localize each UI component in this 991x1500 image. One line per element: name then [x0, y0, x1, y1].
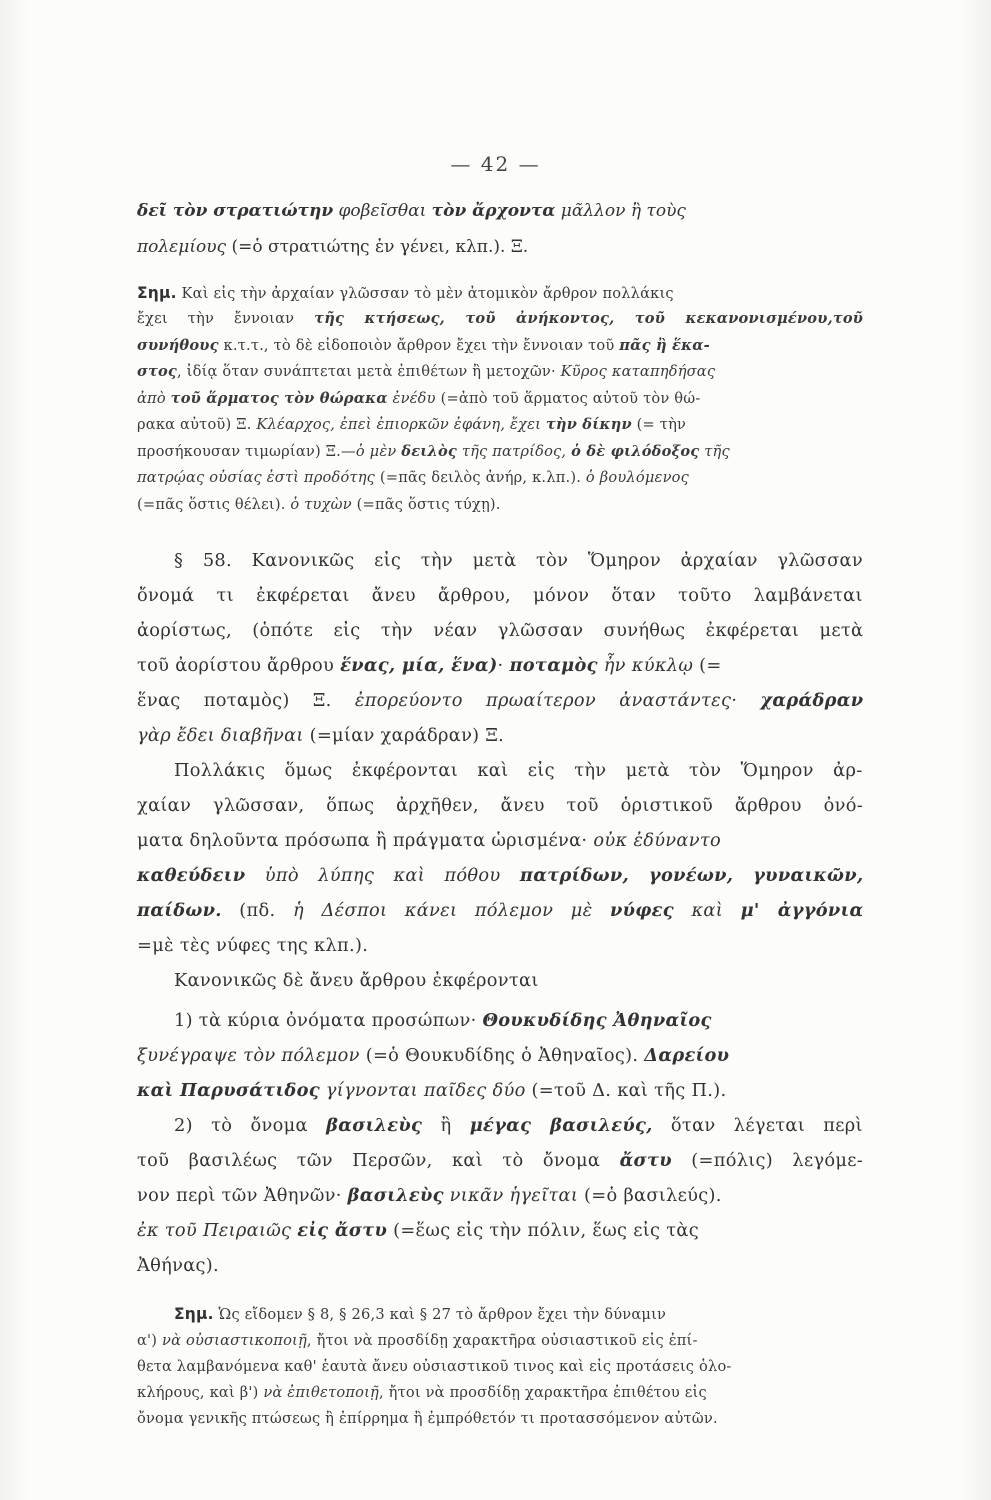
text-run: Θουκυδίδης Ἀθηναῖος	[482, 1010, 712, 1031]
text-run: τὸν ἄρχοντα	[431, 201, 556, 221]
text-run: α')	[137, 1332, 162, 1349]
text-run: θετα λαμβανόμενα καθ' ἑαυτὰ ἄνευ οὐσιαστικοῦ τινος καὶ εἰς προτάσεις ὁλο-	[137, 1358, 732, 1375]
text-run: (=τοῦ Δ. καὶ τῆς Π.).	[525, 1080, 727, 1101]
text-run: § 58. Κανονικῶς εἰς τὴν μετὰ τὸν Ὅμηρον ἀρχαίαν γλῶσσαν	[174, 550, 863, 571]
text-run: (=ἀπὸ τοῦ ἅρματος αὐτοῦ τὸν θώ-	[435, 390, 701, 407]
text-run: ὄνομα γενικῆς πτώσεως ἢ ἐπίρρημα ἢ ἐμπρόθετόν τι προτασσόμενον αὐτῶν.	[137, 1410, 718, 1427]
text-run: πᾶς ἢ ἕκα-	[619, 337, 710, 354]
text-run: (=ὁ Θουκυδίδης ὁ Ἀθηναῖος).	[359, 1045, 645, 1066]
text-run: ἢ	[422, 1115, 470, 1136]
text-run: ὄνομά τι ἐκφέρεται ἄνευ ἄρθρου, μόνον ὅταν τοῦτο λαμβάνεται	[137, 585, 863, 606]
text-run: ἕνας, μία, ἕνα)	[340, 655, 498, 676]
text-run: Κλέαρχος, ἐπεὶ ἐπιορκῶν ἐφάνη, ἔχει	[256, 416, 546, 433]
text-run: γὰρ ἔδει διαβῆναι	[137, 725, 304, 746]
text-run: Δαρείου	[644, 1045, 730, 1066]
text-run: ἡ Δέσποι κάνει πόλεμον μὲ	[293, 900, 610, 921]
text-run: βασιλεὺς	[326, 1115, 423, 1136]
text-run: ἀορίστως, (ὁπότε εἰς τὴν νέαν γλῶσσαν συνήθως ἐκφέρεται μετὰ	[137, 620, 864, 641]
text-run: νον περὶ τῶν Ἀθηνῶν·	[137, 1185, 348, 1206]
text-run: (= τὴν	[631, 416, 687, 433]
text-run: Καὶ εἰς τὴν ἀρχαίαν γλῶσσαν τὸ μὲν ἀτομικὸν ἄρθρον πολλάκις	[176, 285, 674, 302]
text-run: (=ὁ βασιλεύς).	[578, 1185, 722, 1206]
text-run: μ' ἀγγόνια	[740, 900, 864, 921]
text-run: ἀπὸ	[137, 390, 171, 407]
text-run: προσήκουσαν τιμωρίαν) Ξ.—	[137, 443, 356, 460]
text-run: 2) τὸ ὄνομα	[174, 1115, 327, 1136]
text-run: μέγας βασιλεύς,	[469, 1115, 653, 1136]
text-run: (=πᾶς δειλὸς ἀνήρ, κ.λπ.).	[375, 469, 586, 486]
text-run: Πολλάκις ὅμως ἐκφέρονται καὶ εἰς τὴν μετὰ τὸν Ὅμηρον ἀρ-	[174, 760, 863, 781]
text-run: ἄστυ	[619, 1150, 672, 1171]
text-run: πατρῴας οὐσίας ἐστὶ προδότης	[137, 469, 376, 486]
text-run: βασιλεὺς	[347, 1185, 444, 1206]
text-run: ματα δηλοῦντα πρόσωπα ἢ πράγματα ὡρισμένα·	[137, 830, 594, 851]
text-run: (=πᾶς ὅστις τύχῃ).	[351, 496, 501, 513]
text-run: 1) τὰ κύρια ὀνόματα προσώπων·	[174, 1010, 483, 1031]
text-run: (=ὁ στρατιώτης ἐν γένει, κλπ.). Ξ.	[226, 237, 529, 257]
text-run: μᾶλλον ἢ τοὺς	[555, 201, 686, 221]
text-run: Κανονικῶς δὲ ἄνευ ἄρθρου ἐκφέρονται	[174, 970, 539, 991]
text-run: ἐνέδυ	[387, 390, 436, 407]
text-run: (=ἕως εἰς τὴν πόλιν, ἕως εἰς τὰς	[387, 1220, 699, 1241]
text-run: ὁ βουλόμενος	[585, 469, 690, 486]
page-number: — 42 —	[450, 152, 541, 176]
text-run: τοῦ βασιλέως τῶν Περσῶν, καὶ τὸ ὄνομα	[137, 1150, 620, 1171]
text-run: τοῦ ἀορίστου ἄρθρου	[137, 655, 341, 676]
text-run: δεῖ τὸν στρατιώτην	[137, 201, 334, 221]
text-run: Σημ.	[174, 1305, 214, 1323]
text-run: , ἰδίᾳ ὅταν συνάπτεται μετὰ ἐπιθέτων ἢ μετοχῶν·	[177, 363, 561, 380]
text-run: νὰ οὐσιαστικοποιῇ	[162, 1332, 307, 1349]
text-run: ρακα αὐτοῦ) Ξ.	[137, 416, 257, 433]
text-run: νὰ ἐπιθετοποιῇ	[263, 1384, 379, 1401]
text-run: δειλὸς	[401, 443, 457, 460]
text-run: καθεύδειν	[137, 865, 246, 886]
text-run: γίγνονται παῖδες δύο	[319, 1080, 526, 1101]
text-run: συνήθους	[137, 337, 219, 354]
text-run: , ἤτοι νὰ προσδίδῃ χαρακτῆρα ἐπιθέτου εἰς	[378, 1384, 707, 1401]
text-run: ὁ δὲ φιλόδοξος	[571, 443, 700, 460]
text-run: πολεμίους	[137, 237, 227, 257]
text-run: ἐπορεύοντο πρωαίτερον ἀναστάντες·	[354, 690, 761, 711]
text-run: ὁ τυχὼν	[290, 496, 352, 513]
text-run: χαράδραν	[760, 690, 864, 711]
text-run: τῆς πατρίδος,	[457, 443, 572, 460]
text-run: ξυνέγραψε τὸν πόλεμον	[137, 1045, 360, 1066]
text-run: ὅταν λέγεται περὶ	[652, 1115, 863, 1136]
text-run: ποταμὸς	[509, 655, 598, 676]
text-run: (πδ.	[221, 900, 294, 921]
text-run: εἰς ἄστυ	[297, 1220, 388, 1241]
text-run: οὐκ ἐδύναντο	[593, 830, 721, 851]
text-run: χαίαν γλῶσσαν, ὅπως ἀρχῆθεν, ἄνευ τοῦ ὁριστικοῦ ἄρθρου ὀνό-	[137, 795, 864, 816]
text-run: ἕνας ποταμὸς) Ξ.	[137, 690, 355, 711]
text-run: Ὡς εἴδομεν § 8, § 26,3 καὶ § 27 τὸ ἄρθρον ἔχει τὴν δύναμιν	[213, 1306, 667, 1323]
text-run: στος	[137, 363, 177, 380]
text-run: τὴν δίκην	[545, 416, 632, 433]
text-run: νύφες	[610, 900, 674, 921]
text-run: τῆς κτήσεως, τοῦ ἀνήκοντος, τοῦ κεκανονισμένου,τοῦ	[314, 310, 864, 327]
text-run: Ἀθήνας).	[137, 1255, 219, 1276]
text-run: (=μίαν χαράδραν) Ξ.	[303, 725, 505, 746]
text-run: =μὲ τὲς νύφες της κλπ.).	[137, 935, 369, 956]
text-run: (=	[693, 655, 722, 676]
text-run: φοβεῖσθαι	[333, 201, 432, 221]
text-run: (=πᾶς ὅστις θέλει).	[137, 496, 291, 513]
text-run: (=πόλις) λεγόμε-	[671, 1150, 864, 1171]
text-run: ὑπὸ λύπης καὶ πόθου	[245, 865, 520, 886]
text-run: ἦν κύκλῳ	[597, 655, 694, 676]
text-run: Σημ.	[137, 284, 177, 302]
text-run: παίδων.	[137, 900, 222, 921]
text-run: καὶ	[673, 900, 741, 921]
text-run: Κῦρος καταπηδήσας	[560, 363, 716, 380]
text-run: κλήρους, καὶ β')	[137, 1384, 264, 1401]
text-run: , ἤτοι νὰ προσδίδῃ χαρακτῆρα οὐσιαστικοῦ εἰς ἐπί-	[306, 1332, 698, 1349]
text-run: πατρίδων, γονέων, γυναικῶν,	[519, 865, 864, 886]
text-run: ·	[497, 655, 510, 676]
text-run: καὶ Παρυσάτιδος	[137, 1080, 320, 1101]
text-run: νικᾶν ἡγεῖται	[443, 1185, 579, 1206]
text-run: τοῦ ἅρματος τὸν θώρακα	[170, 390, 388, 407]
text-run: ἐκ τοῦ Πειραιῶς	[137, 1220, 298, 1241]
text-run: ὁ μὲν	[355, 443, 402, 460]
text-run: κ.τ.τ., τὸ δὲ εἰδοποιὸν ἄρθρον ἔχει τὴν ἔννοιαν τοῦ	[218, 337, 620, 354]
text-run: τῆς	[699, 443, 730, 460]
text-run: ἔχει τὴν ἔννοιαν	[137, 310, 315, 327]
